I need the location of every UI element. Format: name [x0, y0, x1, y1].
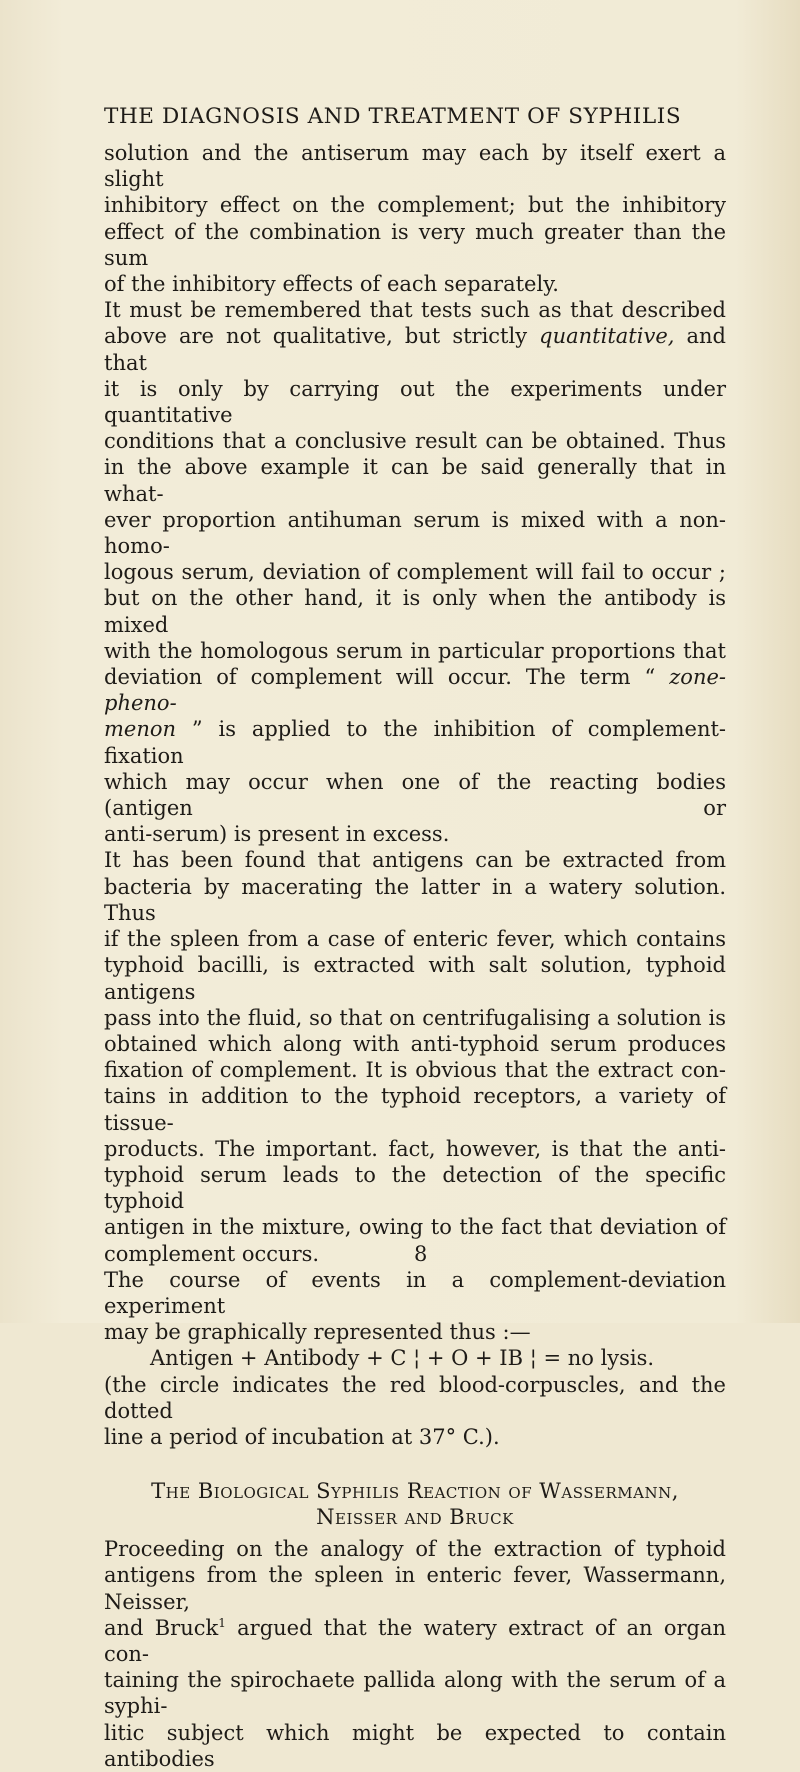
line-text: ever proportion antihuman serum is mixed with a non-homo-	[104, 507, 726, 559]
italic-text: quantitative,	[539, 324, 675, 349]
text-line	[104, 454, 726, 506]
text-line: complement occurs.	[104, 1241, 320, 1266]
page-number: 8	[414, 1242, 428, 1266]
line-text: which may occur when one of the reacting bodies (antigen or	[104, 769, 726, 821]
text-line: effect of the combination is very much greater than the sum	[104, 219, 726, 270]
text-line: taining the spirochaete pallida along with the serum of a syphi-	[104, 1668, 726, 1719]
italic-text: menon	[104, 717, 177, 742]
line-text: anti-serum) is present in excess.	[104, 822, 450, 847]
text-line	[104, 585, 726, 637]
text-line: antigens from the spleen in enteric fever, Wassermann, Neisser,	[104, 1563, 726, 1614]
paragraph-6	[104, 1536, 726, 1772]
line-text: logous serum, deviation of complement will fail to occur ;	[104, 560, 726, 585]
italic-text: zone-pheno-	[104, 665, 726, 716]
text-line	[104, 1615, 726, 1667]
line-text: it is only by carrying out the experiments under quantitative	[104, 376, 726, 428]
text-line: antigen in the mixture, owing to the fact that deviation of	[104, 1215, 726, 1240]
line-text: above are not qualitative, but strictly	[104, 324, 540, 349]
text-line	[104, 428, 726, 454]
line-text: and that	[104, 324, 726, 375]
line-text: conditions that a conclusive result can be obtained. Thus	[104, 429, 726, 454]
text-line: may be graphically represented thus :—	[104, 1320, 531, 1345]
text-line: fixation of complement. It is obvious that the extract con-	[104, 1058, 726, 1083]
text-line	[104, 716, 726, 768]
text-line: tains in addition to the typhoid receptors, a variety of tissue-	[104, 1084, 726, 1135]
text-line: obtained which along with anti-typhoid serum produces	[104, 1031, 726, 1056]
section-heading-line: Neisser and Bruck	[316, 1505, 514, 1530]
line-text: but on the other hand, it is only when the antibody is mixed	[104, 586, 726, 637]
text-line	[104, 559, 726, 585]
paragraph-5	[104, 1372, 726, 1451]
text-line: It has been found that antigens can be extracted from	[104, 848, 726, 873]
section-heading	[104, 1478, 726, 1530]
text-line	[104, 297, 726, 323]
text-line: solution and the antiserum may each by itself exert a slight	[104, 141, 726, 192]
text-line: line a period of incubation at 37° C.).	[104, 1424, 500, 1449]
text-line	[104, 638, 726, 664]
text-line	[104, 507, 726, 559]
line-text: and Bruck	[104, 1615, 219, 1640]
body-text	[104, 140, 726, 1772]
line-text: with the homologous serum in particular proportions that	[104, 638, 726, 663]
text-line: products. The important. fact, however, is that the anti-	[104, 1136, 726, 1161]
text-line: The course of events in a complement-deviation experiment	[104, 1267, 726, 1318]
formula: Antigen + Antibody + C ¦ + O + IB ¦ = no lysis.	[150, 1346, 655, 1371]
text-line: typhoid bacilli, is extracted with salt solution, typhoid antigens	[104, 953, 726, 1004]
paragraph-3	[104, 847, 726, 1266]
text-line: of the inhibitory effects of each separately.	[104, 272, 559, 297]
text-line: (the circle indicates the red blood-corpuscles, and the dotted	[104, 1372, 726, 1423]
line-text: It must be remembered that tests such as that described	[104, 298, 726, 323]
text-line	[104, 323, 726, 375]
paragraph-2	[104, 297, 726, 847]
line-text: deviation of complement will occur. The term “	[104, 665, 670, 690]
text-line	[104, 821, 726, 847]
text-line: litic subject which might be expected to contain antibodies	[104, 1720, 726, 1771]
text-line: if the spleen from a case of enteric fever, which contains	[104, 927, 726, 952]
text-line: inhibitory effect on the complement; but the inhibitory	[104, 193, 726, 218]
line-text: ” is applied to the inhibition of complement-fixation	[104, 717, 726, 768]
text-line: typhoid serum leads to the detection of the specific typhoid	[104, 1162, 726, 1214]
text-line	[104, 664, 726, 716]
text-line: Proceeding on the analogy of the extraction of typhoid	[104, 1537, 726, 1562]
section-heading-line: The Biological Syphilis Reaction of Wassermann,	[151, 1479, 679, 1504]
text-line	[104, 376, 726, 428]
footnote-marker: 1	[218, 1615, 226, 1630]
running-head: THE DIAGNOSIS AND TREATMENT OF SYPHILIS	[104, 104, 682, 129]
line-text: in the above example it can be said generally that in what-	[104, 455, 726, 506]
text-line: pass into the fluid, so that on centrifugalising a solution is	[104, 1005, 726, 1030]
text-line	[104, 769, 726, 821]
line-text: argued that the watery extract of an organ con-	[104, 1615, 726, 1666]
paragraph-1	[104, 140, 726, 297]
paragraph-4	[104, 1267, 726, 1346]
text-line: bacteria by macerating the latter in a watery solution. Thus	[104, 874, 726, 925]
